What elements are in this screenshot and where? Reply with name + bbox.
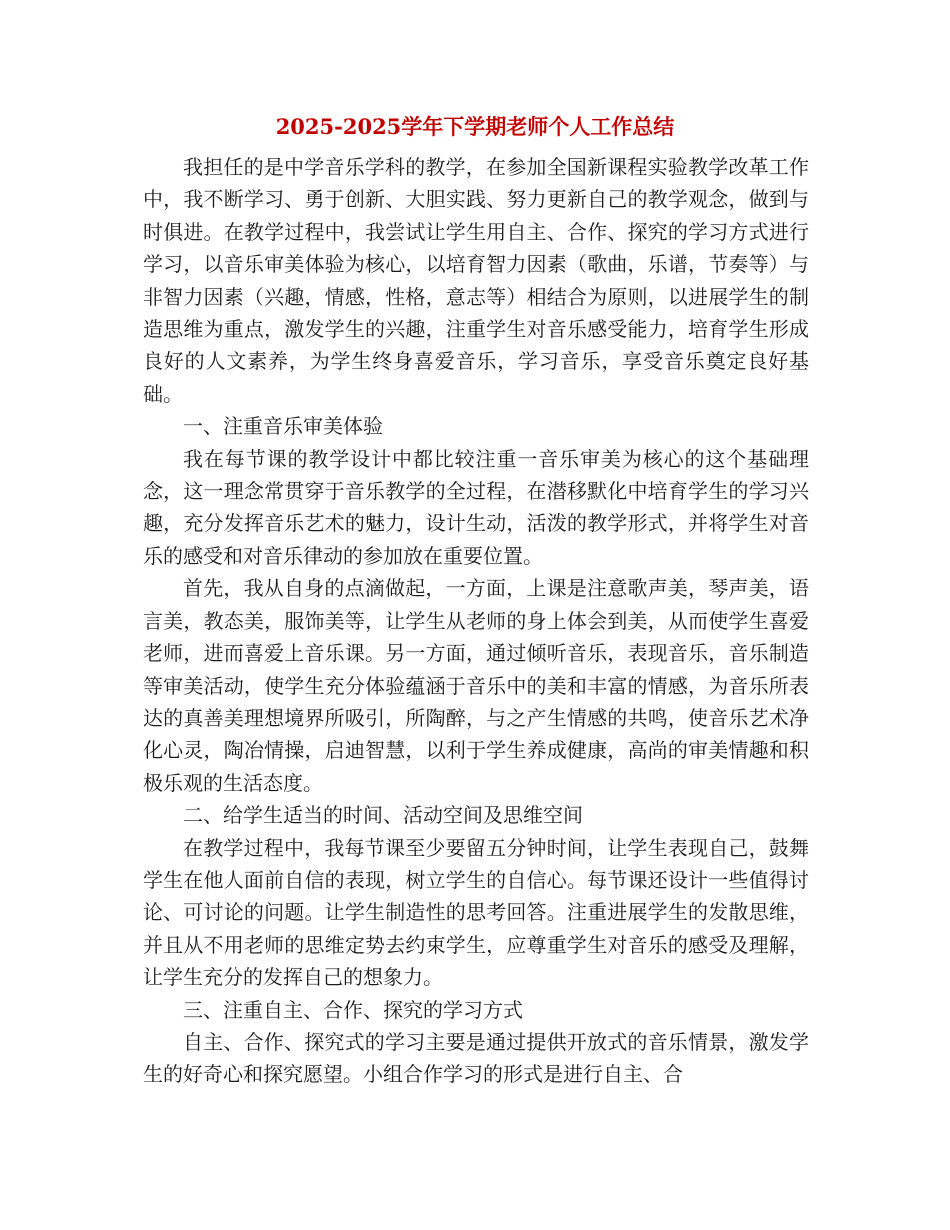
section-heading-2: 二、给学生适当的时间、活动空间及思维空间 [183, 803, 583, 828]
paragraph-intro: 我担任的是中学音乐学科的教学，在参加全国新课程实验教学改革工作中，我不断学习、勇于创新、大胆实践、努力更新自己的教学观念，做到与时俱进。在教学过程中，我尝试让学生用自主、合作、探究的学习方式进行学习，以音乐审美体验为核心，以培育智力因素（歌曲，乐谱，节奏等）与非智力因素（兴趣，情感，性格，意志等）相结合为原则，以进展学生的制造思维为重点，激发学生的兴趣，注重学生对音乐感受能力，培育学生形成良好的人文素养，为学生终身喜爱音乐，学习音乐，享受音乐奠定良好基础。 [143, 155, 809, 406]
paragraph-section1-a: 我在每节课的教学设计中都比较注重一音乐审美为核心的这个基础理念，这一理念常贯穿于音乐教学的全过程，在潜移默化中培育学生的学习兴趣，充分发挥音乐艺术的魅力，设计生动，活泼的教学形式，并将学生对音乐的感受和对音乐律动的参加放在重要位置。 [143, 446, 809, 568]
section-heading-1: 一、注重音乐审美体验 [183, 414, 383, 439]
paragraph-section2: 在教学过程中，我每节课至少要留五分钟时间，让学生表现自己，鼓舞学生在他人面前自信的表现，树立学生的自信心。每节课还设计一些值得讨论、可讨论的问题。让学生制造性的思考回答。注重进展学生的发散思维，并且从不用老师的思维定势去约束学生，应尊重学生对音乐的感受及理解，让学生充分的发挥自己的想象力。 [143, 835, 809, 990]
document-title: 2025-2025学年下学期老师个人工作总结 [275, 114, 675, 139]
paragraph-section3: 自主、合作、探究式的学习主要是通过提供开放式的音乐情景，激发学生的好奇心和探究愿望。小组合作学习的形式是进行自主、合 [143, 1029, 809, 1087]
document-body [143, 151, 809, 1091]
paragraph-section1-b: 首先，我从自身的点滴做起，一方面，上课是注意歌声美，琴声美，语言美，教态美，服饰美等，让学生从老师的身上体会到美，从而使学生喜爱老师，进而喜爱上音乐课。另一方面，通过倾听音乐，表现音乐，音乐制造等审美活动，使学生充分体验蕴涵于音乐中的美和丰富的情感，为音乐所表达的真善美理想境界所吸引，所陶醉，与之产生情感的共鸣，使音乐艺术净化心灵，陶冶情操，启迪智慧，以利于学生养成健康，高尚的审美情趣和积极乐观的生活态度。 [143, 576, 809, 795]
section-heading-3: 三、注重自主、合作、探究的学习方式 [183, 997, 523, 1022]
